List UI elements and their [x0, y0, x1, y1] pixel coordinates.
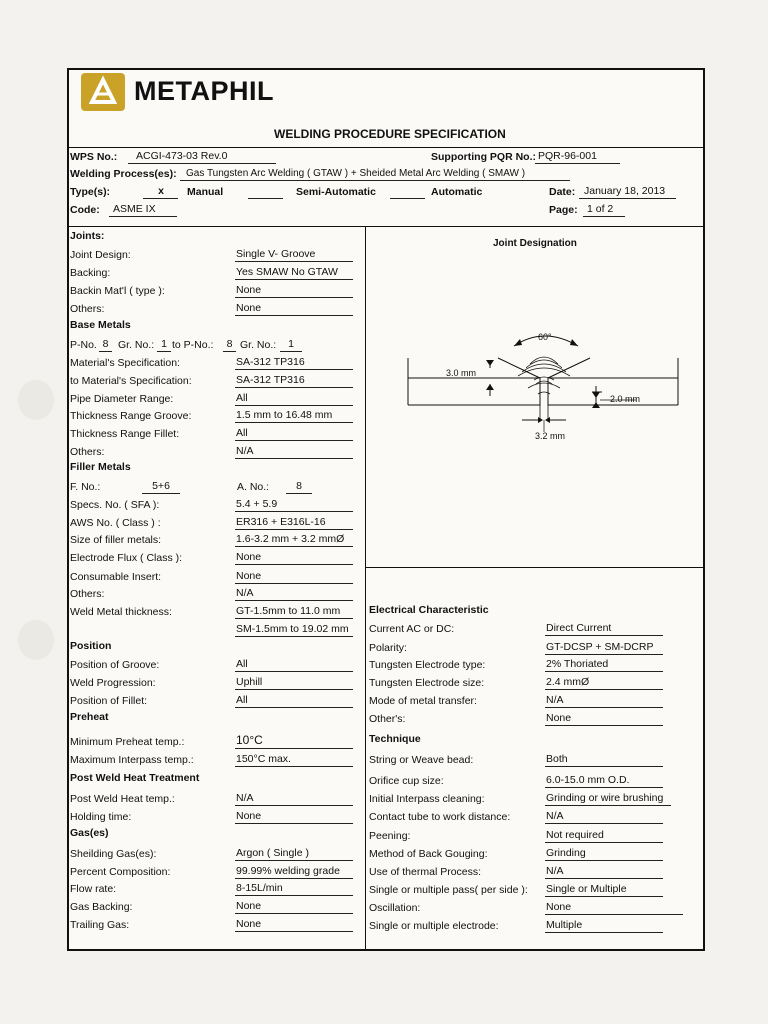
gas-backing-value: None — [235, 900, 353, 914]
process-value: Gas Tungsten Arc Welding ( GTAW ) + Sheided Metal Arc Welding ( SMAW ) — [180, 167, 570, 181]
polarity-label: Polarity: — [369, 642, 407, 654]
pwht-temp-value: N/A — [235, 792, 353, 806]
max-interpass-value: 150°C max. — [235, 753, 353, 767]
thermal-label: Use of thermal Process: — [369, 866, 482, 878]
joints-title: Joints: — [70, 230, 105, 242]
fillet-range-label: Thickness Range Fillet: — [70, 428, 180, 440]
rule-column-divider — [365, 226, 366, 951]
type-semi-mark — [248, 185, 283, 199]
joint-diagram — [368, 320, 698, 450]
pwht-temp-label: Post Weld Heat temp.: — [70, 793, 175, 805]
oscillation-label: Oscillation: — [369, 902, 421, 914]
fillet-range-value: All — [235, 427, 353, 441]
grno2-label: Gr. No.: — [240, 339, 277, 351]
tungsten-size-label: Tungsten Electrode size: — [369, 677, 485, 689]
holding-label: Holding time: — [70, 811, 132, 823]
joint-design-value: Single V- Groove — [235, 248, 353, 262]
rule-header-top — [67, 147, 705, 148]
base-others-value: N/A — [235, 445, 353, 459]
preheat-title: Preheat — [70, 711, 109, 723]
thickness-dim-label: 3.0 mm — [446, 368, 477, 378]
thermal-value: N/A — [545, 865, 663, 879]
flow-value: 8-15L/min — [235, 882, 353, 896]
groove-range-label: Thickness Range Groove: — [70, 410, 192, 422]
pipe-label: Pipe Diameter Range: — [70, 393, 174, 405]
angle-label: 60° — [538, 332, 552, 342]
fillet-pos-label: Position of Fillet: — [70, 695, 148, 707]
peening-value: Not required — [545, 829, 663, 843]
gap-label: 3.2 mm — [535, 431, 566, 441]
shield-gas-value: Argon ( Single ) — [235, 847, 353, 861]
filler-size-label: Size of filler metals: — [70, 534, 162, 546]
spec-value: SA-312 TP316 — [235, 356, 353, 370]
pass-label: Single or multiple pass( per side ): — [369, 884, 528, 896]
logo-icon — [80, 72, 126, 112]
electrode-label: Single or multiple electrode: — [369, 920, 499, 932]
weld-thickness-sm: SM-1.5mm to 19.02 mm — [235, 623, 353, 637]
weld-thickness-gt: GT-1.5mm to 11.0 mm — [235, 605, 353, 619]
insert-value: None — [235, 570, 353, 584]
to-pno-label: to P-No.: — [172, 339, 214, 351]
tungsten-type-value: 2% Thoriated — [545, 658, 663, 672]
grno-label: Gr. No.: — [118, 339, 155, 351]
weld-thickness-label: Weld Metal thickness: — [70, 606, 172, 618]
page-value: 1 of 2 — [583, 203, 625, 217]
to-pno-value: 8 — [223, 338, 236, 352]
sfa-label: Specs. No. ( SFA ): — [70, 499, 160, 511]
groove-pos-value: All — [235, 658, 353, 672]
to-spec-label: to Material's Specification: — [70, 375, 192, 387]
to-spec-value: SA-312 TP316 — [235, 374, 353, 388]
type-manual-label: Manual — [187, 186, 224, 198]
flux-value: None — [235, 551, 353, 565]
pwht-title: Post Weld Heat Treatment — [70, 772, 200, 784]
shield-gas-label: Sheilding Gas(es): — [70, 848, 157, 860]
rule-header-bottom — [67, 226, 705, 227]
joint-others-label: Others: — [70, 303, 105, 315]
backing-mat-label: Backin Mat'l ( type ): — [70, 285, 165, 297]
wps-no-value: ACGI-473-03 Rev.0 — [128, 150, 276, 164]
cup-value: 6.0-15.0 mm O.D. — [545, 774, 663, 788]
composition-value: 99.99% welding grade — [235, 865, 353, 879]
fillet-pos-value: All — [235, 694, 353, 708]
min-preheat-value: 10°C — [235, 733, 353, 749]
composition-label: Percent Composition: — [70, 866, 171, 878]
filler-size-value: 1.6-3.2 mm + 3.2 mmØ — [235, 533, 353, 547]
gas-backing-label: Gas Backing: — [70, 901, 133, 913]
aws-value: ER316 + E316L-16 — [235, 516, 353, 530]
pass-value: Single or Multiple — [545, 883, 663, 897]
backing-mat-value: None — [235, 284, 353, 298]
filler-others-label: Others: — [70, 588, 105, 600]
grno2-value: 1 — [280, 338, 302, 352]
gas-title: Gas(es) — [70, 827, 109, 839]
aws-label: AWS No. ( Class ) : — [70, 517, 161, 529]
sfa-value: 5.4 + 5.9 — [235, 498, 353, 512]
insert-label: Consumable Insert: — [70, 571, 162, 583]
pqr-label: Supporting PQR No.: — [431, 151, 536, 163]
min-preheat-label: Minimum Preheat temp.: — [70, 736, 185, 748]
backing-label: Backing: — [70, 267, 111, 279]
transfer-label: Mode of metal transfer: — [369, 695, 477, 707]
fno-label: F. No.: — [70, 481, 101, 493]
gouging-label: Method of Back Gouging: — [369, 848, 488, 860]
technique-title: Technique — [369, 733, 421, 745]
binder-hole-bottom — [18, 620, 54, 660]
type-manual-mark: x — [143, 185, 178, 199]
max-interpass-label: Maximum Interpass temp.: — [70, 754, 194, 766]
bead-value: Both — [545, 753, 663, 767]
filler-metals-title: Filler Metals — [70, 461, 131, 473]
ano-label: A. No.: — [237, 481, 270, 493]
groove-range-value: 1.5 mm to 16.48 mm — [235, 409, 353, 423]
pno-value: 8 — [99, 338, 112, 352]
peening-label: Peening: — [369, 830, 411, 842]
code-label: Code: — [70, 204, 100, 216]
trailing-value: None — [235, 918, 353, 932]
tungsten-size-value: 2.4 mmØ — [545, 676, 663, 690]
joint-others-value: None — [235, 302, 353, 316]
elec-others-label: Other's: — [369, 713, 406, 725]
type-label: Type(s): — [70, 186, 111, 198]
binder-hole-top — [18, 380, 54, 420]
progression-label: Weld Progression: — [70, 677, 156, 689]
pno-label: P-No. — [70, 339, 97, 351]
elec-others-value: None — [545, 712, 663, 726]
polarity-value: GT-DCSP + SM-DCRP — [545, 641, 663, 655]
joint-designation-title: Joint Designation — [493, 238, 577, 249]
page-title: WELDING PROCEDURE SPECIFICATION — [274, 127, 506, 141]
flux-label: Electrode Flux ( Class ): — [70, 552, 183, 564]
cup-label: Orifice cup size: — [369, 775, 444, 787]
date-label: Date: — [549, 186, 576, 198]
rule-diagram-bottom — [365, 567, 705, 568]
backing-value: Yes SMAW No GTAW — [235, 266, 353, 280]
current-value: Direct Current — [545, 622, 663, 636]
code-value: ASME IX — [109, 203, 177, 217]
pqr-value: PQR-96-001 — [535, 150, 620, 164]
electrode-value: Multiple — [545, 919, 663, 933]
spec-label: Material's Specification: — [70, 357, 180, 369]
progression-value: Uphill — [235, 676, 353, 690]
holding-value: None — [235, 810, 353, 824]
flow-label: Flow rate: — [70, 883, 117, 895]
clean-value: Grinding or wire brushing — [545, 792, 671, 806]
clean-label: Initial Interpass cleaning: — [369, 793, 485, 805]
contact-value: N/A — [545, 810, 663, 824]
groove-pos-label: Position of Groove: — [70, 659, 160, 671]
base-metals-title: Base Metals — [70, 319, 131, 331]
contact-label: Contact tube to work distance: — [369, 811, 511, 823]
current-label: Current AC or DC: — [369, 623, 455, 635]
oscillation-value: None — [545, 901, 683, 915]
electrical-title: Electrical Characteristic — [369, 604, 489, 616]
process-label: Welding Process(es): — [70, 168, 177, 180]
joint-design-label: Joint Design: — [70, 249, 131, 261]
grno-value: 1 — [157, 338, 171, 352]
pipe-value: All — [235, 392, 353, 406]
company-name: METAPHIL — [134, 76, 274, 106]
gouging-value: Grinding — [545, 847, 663, 861]
trailing-label: Trailing Gas: — [70, 919, 130, 931]
filler-others-value: N/A — [235, 587, 353, 601]
type-semi-label: Semi-Automatic — [296, 186, 376, 198]
wps-no-label: WPS No.: — [70, 151, 118, 163]
ano-value: 8 — [286, 480, 312, 494]
tungsten-type-label: Tungsten Electrode type: — [369, 659, 486, 671]
bead-label: String or Weave bead: — [369, 754, 474, 766]
transfer-value: N/A — [545, 694, 663, 708]
page-label: Page: — [549, 204, 578, 216]
type-auto-mark — [390, 185, 425, 199]
metaphil-logo — [80, 72, 126, 112]
root-face-label: 2.0 mm — [610, 394, 641, 404]
fno-value: 5+6 — [142, 480, 180, 494]
type-auto-label: Automatic — [431, 186, 483, 198]
date-value: January 18, 2013 — [579, 185, 676, 199]
position-title: Position — [70, 640, 112, 652]
base-others-label: Others: — [70, 446, 105, 458]
